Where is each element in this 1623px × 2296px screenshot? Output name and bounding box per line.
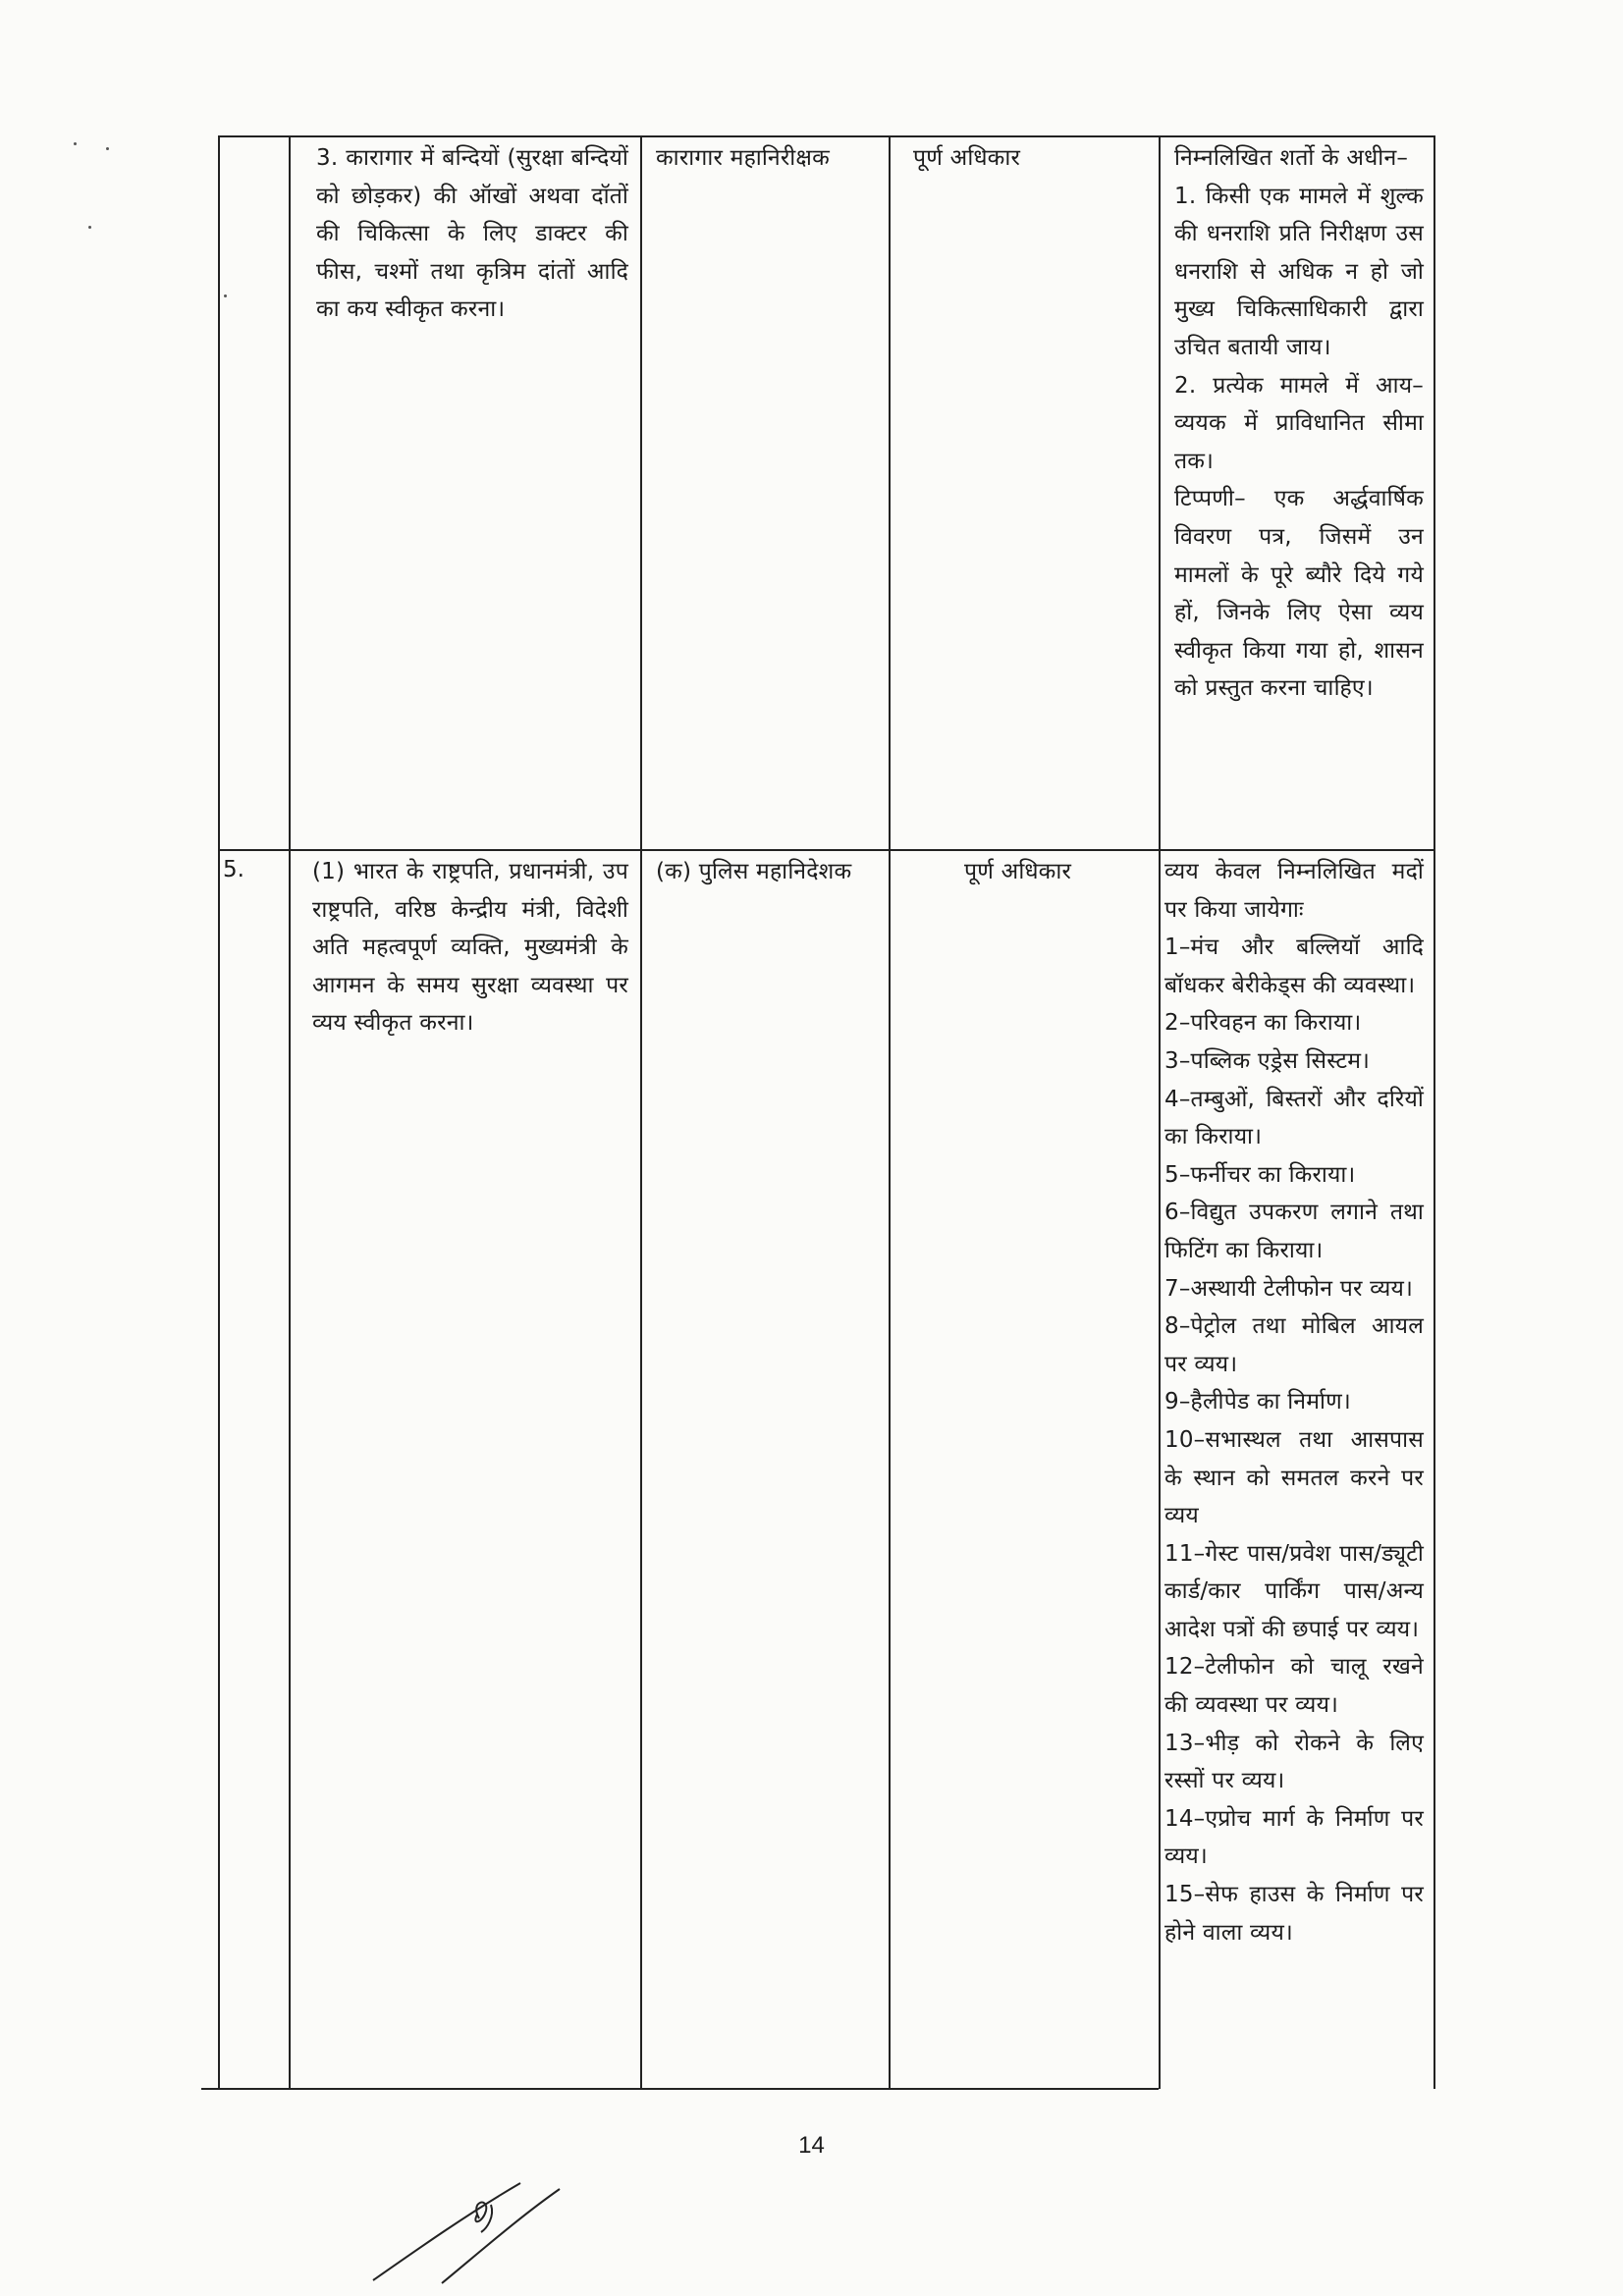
- row1-authority: कारागार महानिरीक्षक: [656, 145, 830, 171]
- scan-speck: [106, 147, 109, 150]
- row2-item: (1) भारत के राष्ट्रपति, प्रधानमंत्री, उप राष्ट्रपति, वरिष्ठ केन्द्रीय मंत्री, विदेशी अति महत्वपूर्ण व्यक्ति, मुख्यमंत्री के आगमन के समय सुरक्षा व्यवस्था पर व्यय स्वीकृत करना।: [312, 859, 628, 1037]
- table-bottom-border: [201, 2088, 1159, 2090]
- col-divider-extent: [1159, 135, 1161, 2089]
- signature: [363, 2177, 579, 2289]
- row1-extent: पूर्ण अधिकार: [913, 145, 1021, 171]
- row1-item: 3. कारागार में बन्दियों (सुरक्षा बन्दियों को छोड़कर) की ऑखों अथवा दॉतों की चिकित्सा के लिए डाक्टर की फीस, चश्मों तथा कृत्रिम दांतों आदि का कय स्वीकृत करना।: [316, 145, 628, 323]
- col-divider-item: [640, 135, 642, 2089]
- page-number: 14: [798, 2132, 825, 2159]
- row2-conditions: व्यय केवल निम्नलिखित मदों पर किया जायेगाः 1–मंच और बल्लियॉ आदि बॉधकर बेरीकेड्स की व्यवस्था। 2–परिवहन का किराया। 3–पब्लिक एड्रेस सिस्टम। 4–तम्बुओं, बिस्तरों और दरियों का किराया। 5–फर्नीचर का किराया। 6–विद्युत उपकरण लगाने तथा फिटिंग का किराया। 7–अस्थायी टेलीफोन पर व्यय। 8–पेट्रोल तथा मोबिल आयल पर व्यय। 9–हैलीपेड का निर्माण। 10–सभास्थल तथा आसपास के स्थान को समतल करने पर व्यय 11–गेस्ट पास/प्रवेश पास/ड्यूटी कार्ड/कार पार्किंग पास/अन्य आदेश पत्रों की छपाई पर व्यय। 12–टेलीफोन को चालू रखने की व्यवस्था पर व्यय। 13–भीड़ को रोकने के लिए रस्सों पर व्यय। 14–एप्रोच मार्ग के निर्माण पर व्यय। 15–सेफ हाउस के निर्माण पर होने वाला व्यय।: [1164, 859, 1424, 1946]
- row-divider: [218, 849, 1435, 851]
- row2-authority: (क) पुलिस महानिदेशक: [656, 859, 852, 884]
- table-left-border: [218, 135, 220, 2089]
- table-top-border: [218, 135, 1435, 137]
- row1-conditions: निम्नलिखित शर्तो के अधीन– 1. किसी एक मामले में शुल्क की धनराशि प्रति निरीक्षण उस धनराशि से अधिक न हो जो मुख्य चिकित्साधिकारी द्वारा उचित बतायी जाय। 2. प्रत्येक मामले में आय–व्ययक में प्राविधानित सीमा तक। टिप्पणी– एक अर्द्धवार्षिक विवरण पत्र, जिसमें उन मामलों के पूरे ब्यौरे दिये गये हों, जिनके लिए ऐसा व्यय स्वीकृत किया गया हो, शासन को प्रस्तुत करना चाहिए।: [1174, 145, 1424, 702]
- table-right-border: [1434, 135, 1435, 2089]
- scan-speck: [74, 142, 77, 145]
- col-divider-authority: [889, 135, 891, 2089]
- row2-serial: 5.: [223, 857, 244, 882]
- row2-extent: पूर्ण अधिकार: [964, 859, 1072, 884]
- scan-speck: [224, 294, 227, 297]
- scan-speck: [88, 226, 91, 229]
- col-divider-sno: [289, 135, 291, 2089]
- handwritten-signature-icon: [363, 2177, 579, 2285]
